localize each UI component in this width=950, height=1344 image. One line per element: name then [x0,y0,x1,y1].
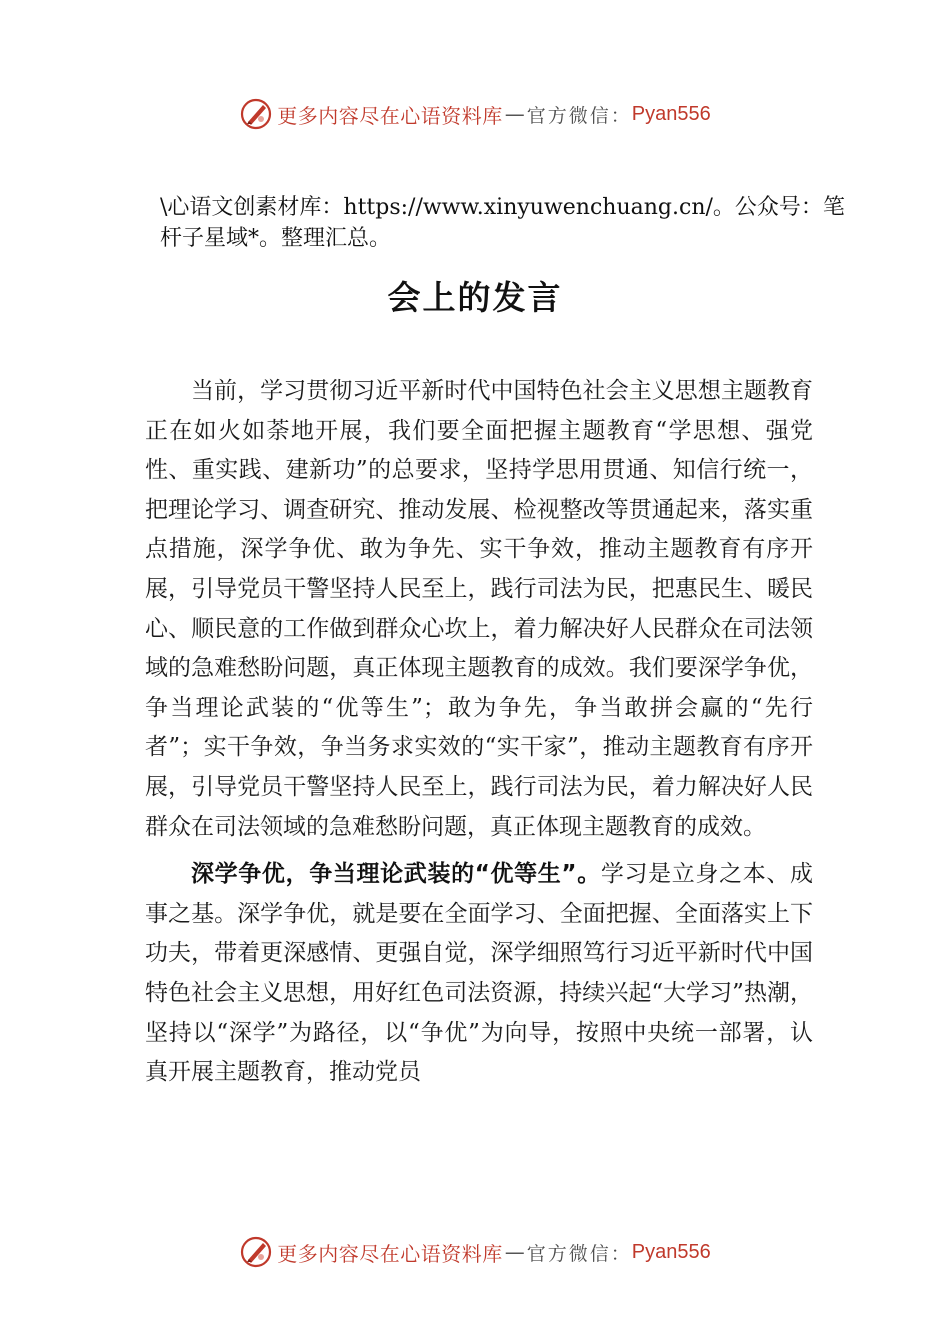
banner-main-text: 更多内容尽在心语资料库 [277,103,503,128]
banner-wechat-label: 官方微信： [526,1242,632,1265]
paragraph-text: 学习是立身之本、成事之基。深学争优，就是要在全面学习、全面把握、全面落实上下功夫，带着更深感情、更强自觉，深学细照笃行习近平新时代中国特色社会主义思想，用好红色司法资源，持续兴起“大学习”热潮，坚持以“深学”为路径，以“争优”为向导，按照中央统一部署，认真开展主题教育，推动党员 [145,861,814,1086]
paragraph [145,855,813,1093]
paragraph-text: 当前，学习贯彻习近平新时代中国特色社会主义思想主题教育正在如火如荼地开展，我们要全面把握主题教育“学思想、强党性、重实践、建新功”的总要求，坚持学思用贯通、知信行统一，把理论学习、调查研究、推动发展、检视整改等贯通起来，落实重点措施，深学争优、敢为争先、实干争效，推动主题教育有序开展，引导党员干警坚持人民至上，践行司法为民，把惠民生、暖民心、顺民意的工作做到群众心坎上，着力解决好人民群众在司法领域的急难愁盼问题，真正体现主题教育的成效。我们要深学争优，争当理论武装的“优等生”；敢为争先，争当敢拼会赢的“先行者”；实干争效，争当务求实效的“实干家”，推动主题教育有序开展，引导党员干警坚持人民至上，践行司法为民，着力解决好人民群众在司法领域的急难愁盼问题，真正体现主题教育的成效。 [145,378,813,840]
document-body [145,372,813,1101]
banner-wechat-label: 官方微信： [526,104,632,127]
pen-logo-icon [239,97,273,131]
header-banner [0,94,950,134]
banner-wechat-id: Pyan556 [631,102,711,125]
paragraph-lead: 深学争优，争当理论武装的“优等生”。 [191,861,601,888]
banner-dash: — [504,1240,525,1264]
paragraph [145,372,813,847]
footer-banner [0,1232,950,1272]
banner-main-text: 更多内容尽在心语资料库 [277,1241,503,1266]
document-title: 会上的发言 [387,278,563,317]
pen-logo-icon [239,1235,273,1269]
source-note: \心语文创素材库：https://www.xinyuwenchuang.cn/。公众号：笔杆子星域*。整理汇总。 [160,195,845,251]
banner-dash: — [504,102,525,126]
banner-wechat-id: Pyan556 [631,1240,711,1263]
